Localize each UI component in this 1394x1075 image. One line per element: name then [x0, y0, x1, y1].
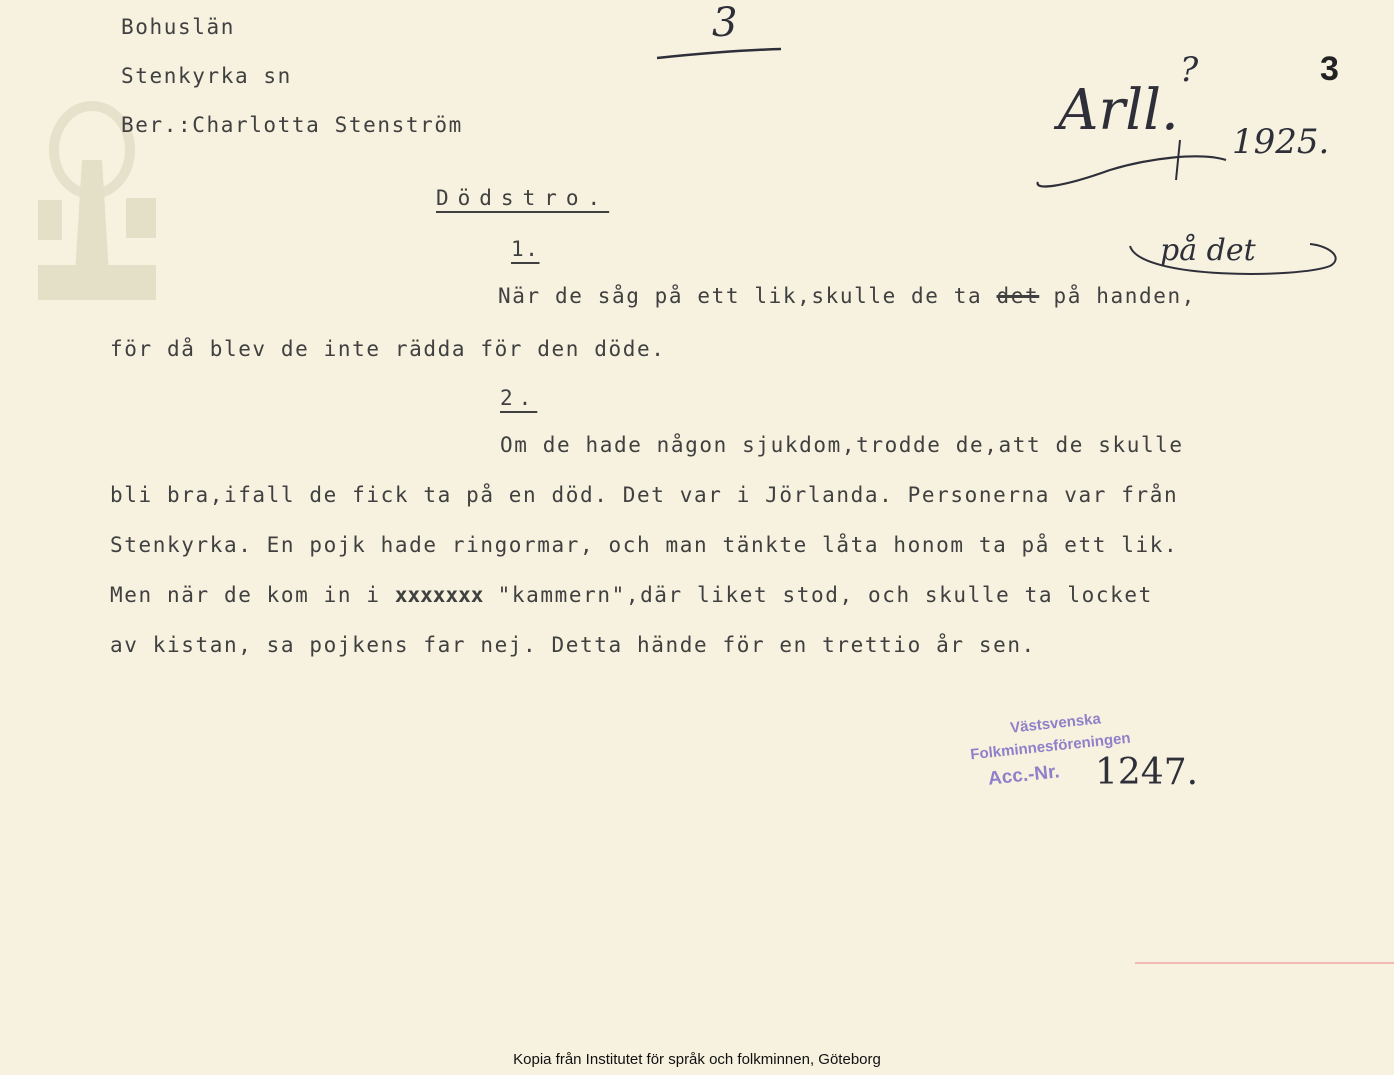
section-2-line-2: bli bra,ifall de fick ta på en död. Det var i Jörlanda. Personerna var från	[110, 483, 1179, 507]
section-1-line-2: för då blev de inte rädda för den döde.	[110, 337, 666, 361]
stamp-line-3: Acc.-Nr.	[987, 761, 1061, 790]
section-2-line-5: av kistan, sa pojkens far nej. Detta hände för en trettio år sen.	[110, 633, 1036, 657]
header-parish: Stenkyrka sn	[121, 64, 292, 88]
s1-struck-word: det	[996, 284, 1040, 308]
stamp-line-1: Västsvenska	[1009, 710, 1102, 737]
handwritten-insertion: på det	[1160, 233, 1256, 268]
handwritten-signature: Arll.	[1058, 78, 1179, 143]
section-number-2: 2.	[500, 386, 538, 410]
s1-line1-pre: När de såg på ett lik,skulle de ta	[498, 284, 997, 308]
s2-line4-post: "kammern",där liket stod, och skulle ta locket	[483, 583, 1153, 607]
s2-struck-word: xxxxxxx	[394, 583, 484, 607]
footer-credit: Kopia från Institutet för språk och folkminnen, Göteborg	[513, 1051, 881, 1068]
corner-page-number: 3	[1320, 50, 1339, 88]
section-2-line-3: Stenkyrka. En pojk hade ringormar, och man tänkte låta honom ta på ett lik.	[110, 533, 1179, 557]
handwritten-page-number: 3	[712, 0, 738, 46]
section-2-line-4	[110, 583, 1153, 607]
header-informant: Ber.:Charlotta Stenström	[121, 113, 463, 137]
document-title: Dödstro.	[436, 186, 610, 210]
section-2-line-1: Om de hade någon sjukdom,trodde de,att de skulle	[500, 433, 1184, 457]
signature-flourish	[1030, 130, 1230, 200]
section-number-1: 1.	[511, 237, 540, 261]
handwritten-year: 1925.	[1232, 122, 1330, 162]
stamp-accession-number: 1247.	[1095, 752, 1199, 793]
stamp-line-2: Folkminnesföreningen	[969, 729, 1132, 764]
page-number-underline	[655, 44, 785, 64]
margin-red-line	[1135, 962, 1394, 964]
insertion-loop	[1120, 236, 1350, 286]
s2-line4-pre: Men när de kom in i	[110, 583, 395, 607]
question-mark-note: ?	[1180, 50, 1199, 90]
header-region: Bohuslän	[121, 15, 235, 39]
s1-line1-post: på handen,	[1039, 284, 1196, 308]
section-1-line-1	[498, 284, 1196, 308]
